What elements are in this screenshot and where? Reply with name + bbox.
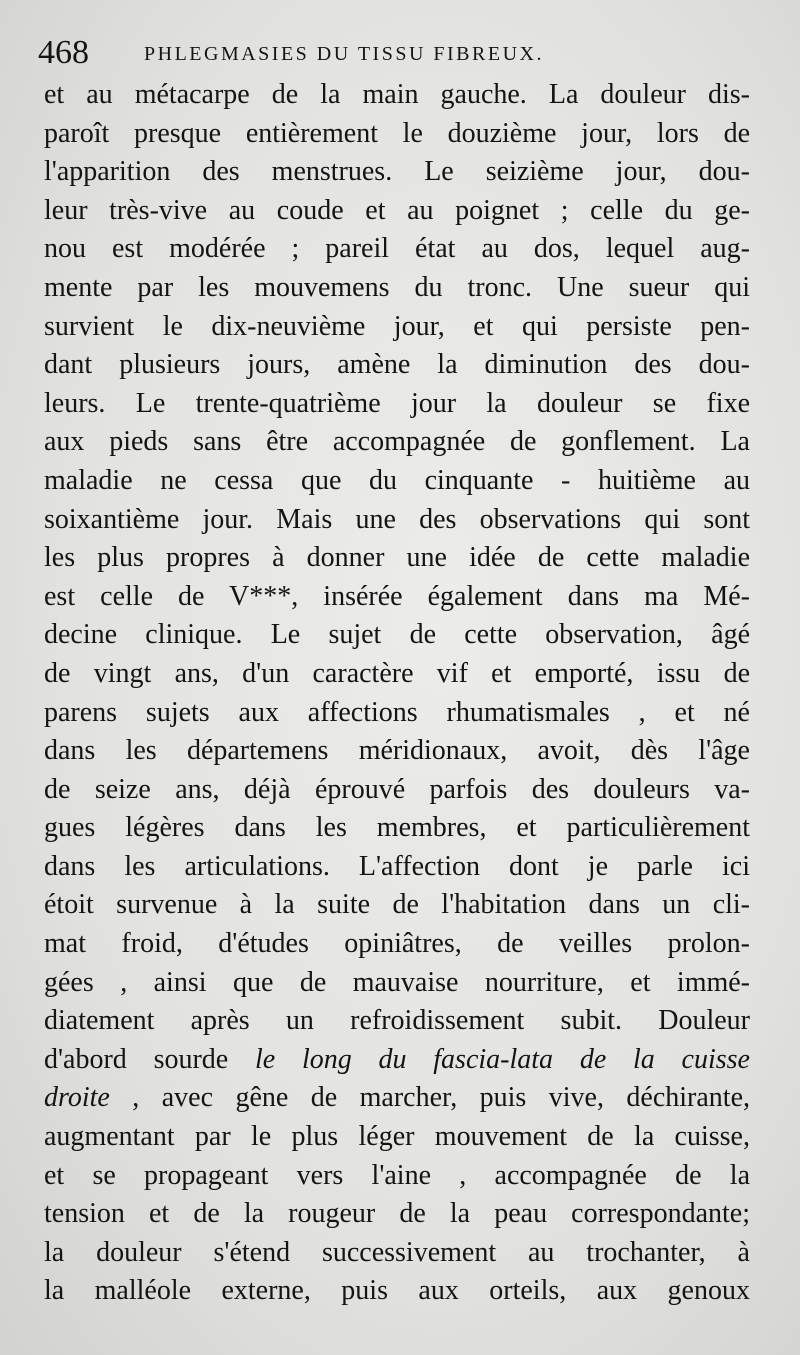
- text-line: leur très-vive au coude et au poignet ; celle du ge-: [44, 194, 750, 226]
- text-line: d'abord sourde le long du fascia-lata de la cuisse: [44, 1043, 750, 1075]
- text-line: dans les articulations. L'affection dont je parle ici: [44, 850, 750, 882]
- text-line: parens sujets aux affections rhumatismales , et né: [44, 696, 750, 728]
- text-line: aux pieds sans être accompagnée de gonflement. La: [44, 426, 750, 458]
- text-line: decine clinique. Le sujet de cette observation, âgé: [44, 619, 750, 651]
- text-line: de seize ans, déjà éprouvé parfois des douleurs va-: [44, 773, 750, 805]
- text-line: la douleur s'étend successivement au trochanter, à: [44, 1236, 750, 1268]
- text-line: gées , ainsi que de mauvaise nourriture, et immé-: [44, 966, 750, 998]
- text-line: survient le dix-neuvième jour, et qui persiste pen-: [44, 310, 750, 342]
- italic-phrase: le long du fascia-lata de la cuisse: [254, 1043, 750, 1075]
- text-line: et au métacarpe de la main gauche. La douleur dis-: [44, 79, 750, 110]
- body-text: [44, 76, 750, 1311]
- text-line: soixantième jour. Mais une des observations qui sont: [44, 503, 750, 535]
- text-line: la malléole externe, puis aux orteils, aux genoux: [44, 1275, 750, 1307]
- text-line: est celle de V***, insérée également dans ma Mé-: [44, 580, 750, 612]
- text-line: dant plusieurs jours, amène la diminution des dou-: [44, 349, 750, 381]
- running-title: PHLEGMASIES DU TISSU FIBREUX.: [144, 43, 544, 65]
- text-line: droite , avec gêne de marcher, puis vive, déchirante,: [44, 1082, 750, 1114]
- text-line: mente par les mouvemens du tronc. Une sueur qui: [44, 271, 750, 303]
- text-line: diatement après un refroidissement subit. Douleur: [44, 1005, 750, 1037]
- text-line: tension et de la rougeur de la peau correspondante;: [44, 1198, 750, 1230]
- italic-phrase: droite: [44, 1082, 110, 1114]
- text-line: dans les départemens méridionaux, avoit, dès l'âge: [44, 735, 750, 767]
- text-line: nou est modérée ; pareil état au dos, lequel aug-: [44, 233, 750, 265]
- text-line: mat froid, d'études opiniâtres, de veilles prolon-: [44, 928, 750, 960]
- text-line: étoit survenue à la suite de l'habitation dans un cli-: [44, 889, 750, 921]
- text-line: de vingt ans, d'un caractère vif et emporté, issu de: [44, 657, 750, 689]
- text-line: paroît presque entièrement le douzième jour, lors de: [44, 117, 750, 149]
- text-line: et se propageant vers l'aine , accompagnée de la: [44, 1159, 750, 1191]
- text-line: gues légères dans les membres, et particulièrement: [44, 812, 750, 844]
- text-line: l'apparition des menstrues. Le seizième jour, dou-: [44, 156, 750, 188]
- text-line: les plus propres à donner une idée de cette maladie: [44, 542, 750, 574]
- text-line: leurs. Le trente-quatrième jour la douleur se fixe: [44, 387, 750, 419]
- text-line: augmentant par le plus léger mouvement de la cuisse,: [44, 1121, 750, 1153]
- text-line: maladie ne cessa que du cinquante - huitième au: [44, 464, 750, 496]
- page-header: [38, 30, 758, 74]
- page-number: 468: [38, 34, 89, 71]
